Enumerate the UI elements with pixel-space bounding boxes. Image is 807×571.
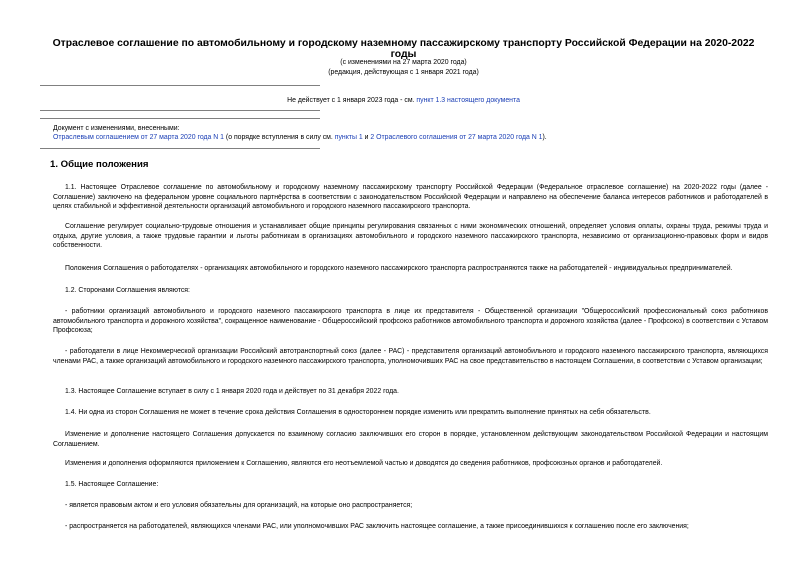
divider bbox=[40, 110, 320, 111]
divider bbox=[40, 118, 320, 119]
paragraph: - является правовым актом и его условия обязательны для организаций, на которые оно распространяется; bbox=[65, 502, 413, 509]
paragraph: 1.5. Настоящее Соглашение: bbox=[65, 481, 159, 488]
amend-note-label: Документ с изменениями, внесенными: bbox=[53, 125, 180, 132]
paragraph: 1.1. Настоящее Отраслевое соглашение по автомобильному и городскому наземному пассажирскому транспорту Российской Федерации (Федеральное отраслевое соглашение) на 2020-2022 годы (далее - Соглашение) заключено на федеральном уровне социального партнёрства в соответствии с законодательством Российской Федерации и направлено на обеспечение баланса интересов работников и работодателей в целях стабильной и эффективной деятельности организаций автомобильного и городского наземного пассажирского транспорта. bbox=[53, 184, 768, 211]
paragraph: Изменение и дополнение настоящего Соглашения допускается по взаимному согласию заключивших его сторон в порядке, установленном действующим законодательством Российской Федерации и настоящим Соглашением. bbox=[53, 431, 768, 448]
divider bbox=[40, 85, 320, 86]
status-link[interactable]: пункт 1.3 настоящего документа bbox=[416, 97, 520, 104]
amend-note-and: и bbox=[362, 134, 371, 141]
amend-note-text: (о порядке вступления в силу см. bbox=[224, 134, 335, 141]
paragraph: Соглашение регулирует социально-трудовые отношения и устанавливает общие принципы регулирования связанных с ними экономических отношений, определяет условия оплаты, охраны труда, режимы труда и отдыха, другие условия, а также трудовые гарантии и льготы работникам в организациях автомобильного и городского наземного пассажирского транспорта, независимо от организационно-правовых форм и видов собственности. bbox=[53, 223, 768, 250]
divider bbox=[40, 148, 320, 149]
agreement-link[interactable]: 2 Отраслевого соглашения от 27 марта 2020 года N 1 bbox=[370, 134, 543, 141]
paragraph: - работодатели в лице Некоммерческой организации Российский автотранспортный союз (далее - РАС) - представителя организаций автомобильного и городского наземного пассажирского транспорта, являющихся членами РАС, а также организаций автомобильного и городского наземного пассажирского транспорта, уполномочивших РАС на свое представительство в настоящем Соглашении, в соответствии с Уставом организации; bbox=[53, 348, 768, 365]
paragraph: - работники организаций автомобильного и городского наземного пассажирского транспорта в лице их представителя - Общественной организации "Общероссийский профессиональный союз работников автомобильного транспорта и дорожного хозяйства", сокращенное наименование - Общероссийский профсоюз работников автомобильного транспорта и дорожного хозяйства (далее - Профсоюз) в соответствии с Уставом Профсоюза; bbox=[53, 308, 768, 335]
edition-note: (редакция, действующая с 1 января 2021 года) bbox=[328, 69, 479, 76]
paragraph: 1.2. Сторонами Соглашения являются: bbox=[65, 287, 190, 294]
paragraph: Положения Соглашения о работодателях - организациях автомобильного и городского наземного пассажирского транспорта распространяются также на работодателей - индивидуальных предпринимателей. bbox=[65, 265, 733, 272]
amend-note-line bbox=[53, 133, 768, 142]
amend-agreement-link[interactable]: Отраслевым соглашением от 27 марта 2020 года N 1 bbox=[53, 134, 224, 141]
section-heading: 1. Общие положения bbox=[50, 159, 149, 170]
status-line bbox=[40, 96, 767, 105]
paragraph: - распространяется на работодателей, являющихся членами РАС, или уполномочивших РАС заключить настоящее соглашение, а также присоединившихся к соглашению после его заключения; bbox=[65, 523, 689, 530]
paragraph: 1.3. Настоящее Соглашение вступает в силу с 1 января 2020 года и действует по 31 декабря 2022 года. bbox=[65, 388, 399, 395]
paragraph: 1.4. Ни одна из сторон Соглашения не может в течение срока действия Соглашения в одностороннем порядке изменить или прекратить выполнение принятых на себя обязательств. bbox=[65, 409, 651, 416]
points-link[interactable]: пункты 1 bbox=[334, 134, 363, 141]
document-title: Отраслевое соглашение по автомобильному и городскому наземному пассажирскому транспорту Российской Федерации на 2020-2022 годы bbox=[52, 38, 755, 60]
amend-note-end: ). bbox=[542, 134, 547, 141]
status-text: Не действует с 1 января 2023 года - см. bbox=[287, 97, 417, 104]
amended-note: (с изменениями на 27 марта 2020 года) bbox=[340, 59, 467, 66]
paragraph: Изменения и дополнения оформляются приложением к Соглашению, являются его неотъемлемой частью и доводятся до сведения работников, профсоюзных органов и работодателей. bbox=[65, 460, 663, 467]
